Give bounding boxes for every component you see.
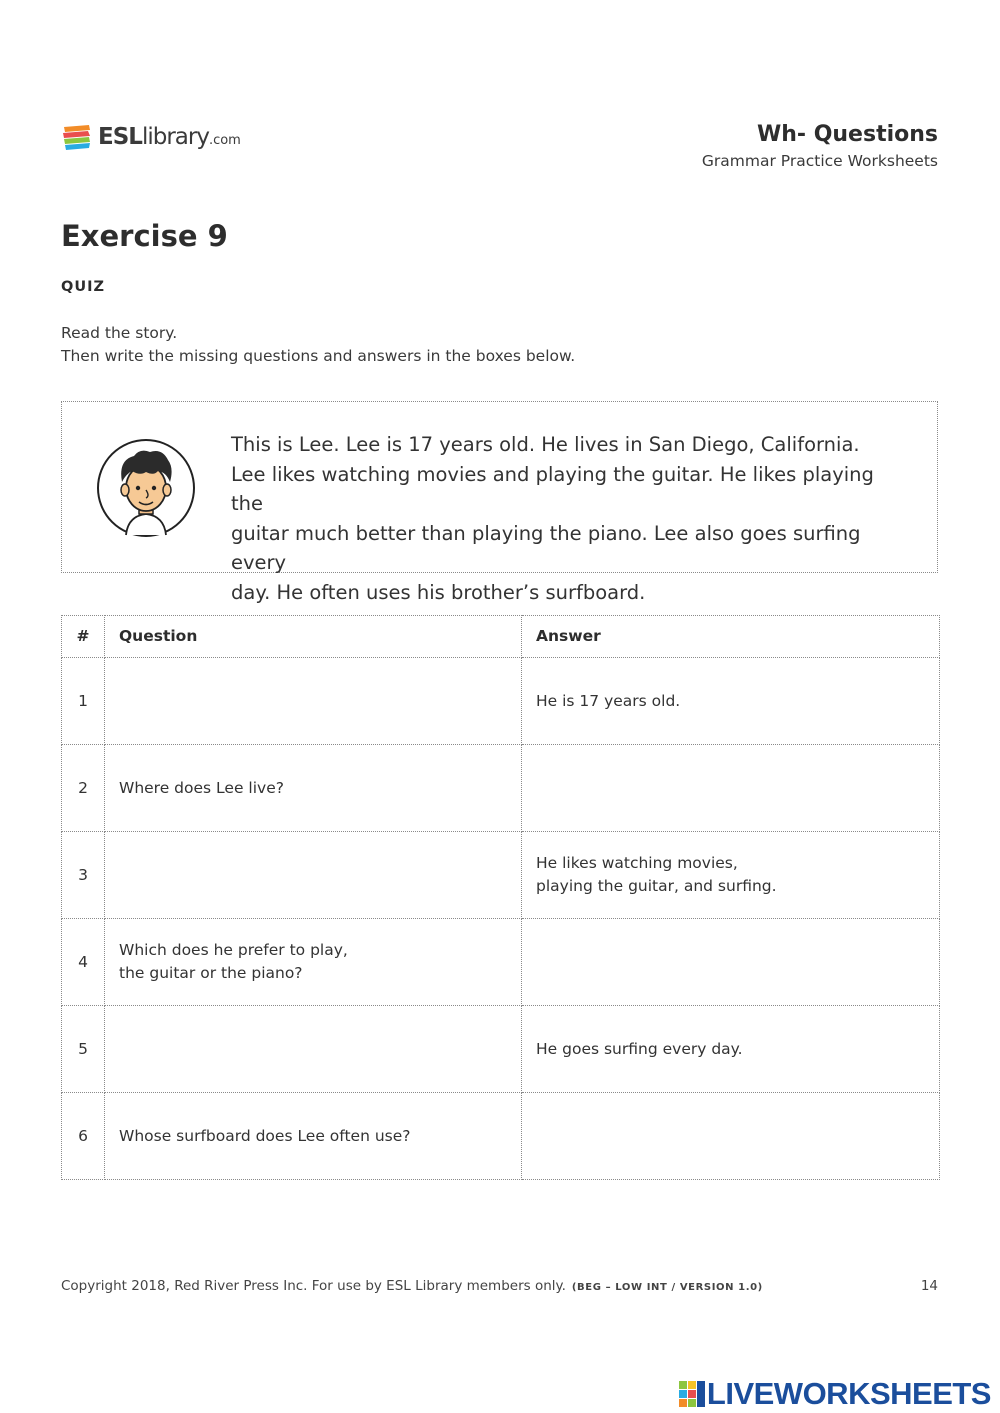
- column-header-answer: Answer: [522, 616, 940, 658]
- logo-wordmark: ESLlibrary.com: [98, 124, 241, 150]
- table-row: [62, 1006, 940, 1093]
- instruction-line: Then write the missing questions and answers in the boxes below.: [61, 347, 576, 365]
- answer-cell: He goes surfing every day.: [522, 1006, 940, 1093]
- row-number: 6: [62, 1093, 105, 1180]
- row-number: 2: [62, 745, 105, 832]
- quiz-table: [61, 615, 940, 1180]
- question-cell: Whose surfboard does Lee often use?: [105, 1093, 522, 1180]
- row-number: 5: [62, 1006, 105, 1093]
- books-icon: [62, 122, 92, 152]
- story-line: Lee likes watching movies and playing the guitar. He likes playing the: [231, 462, 874, 515]
- boy-avatar-icon: [96, 438, 196, 538]
- worksheet-subtitle: Grammar Practice Worksheets: [701, 152, 938, 170]
- answer-cell-empty[interactable]: [522, 1093, 940, 1180]
- esl-library-logo: [62, 121, 241, 153]
- answer-cell-empty[interactable]: [522, 745, 940, 832]
- column-header-number: #: [62, 616, 105, 658]
- liveworksheets-wordmark: LIVEWORKSHEETS: [706, 1376, 991, 1411]
- exercise-title: Exercise 9: [61, 219, 228, 253]
- table-row: [62, 1093, 940, 1180]
- column-header-question: Question: [105, 616, 522, 658]
- table-row: [62, 832, 940, 919]
- question-cell-empty[interactable]: [105, 658, 522, 745]
- story-line: day. He often uses his brother’s surfboard.: [231, 580, 646, 604]
- answer-cell-empty[interactable]: [522, 919, 940, 1006]
- table-row: [62, 745, 940, 832]
- question-cell-empty[interactable]: [105, 832, 522, 919]
- row-number: 4: [62, 919, 105, 1006]
- answer-cell: He is 17 years old.: [522, 658, 940, 745]
- exercise-type: QUIZ: [61, 279, 106, 295]
- question-cell-empty[interactable]: [105, 1006, 522, 1093]
- copyright-notice: Copyright 2018, Red River Press Inc. For use by ESL Library members only. (BEG – LOW INT / VERSION 1.0): [61, 1278, 763, 1294]
- instruction-line: Read the story.: [61, 324, 178, 342]
- story-line: This is Lee. Lee is 17 years old. He lives in San Diego, California.: [231, 433, 860, 456]
- liveworksheets-logo: [679, 1376, 991, 1412]
- worksheet-title: Wh- Questions: [756, 122, 938, 147]
- question-cell: Where does Lee live?: [105, 745, 522, 832]
- table-row: [62, 919, 940, 1006]
- version-label: (BEG – LOW INT / VERSION 1.0): [571, 1282, 763, 1293]
- table-row: [62, 658, 940, 745]
- liveworksheets-blocks-icon: [679, 1381, 705, 1407]
- story-line: guitar much better than playing the piano. Lee also goes surfing every: [231, 521, 861, 574]
- page-number: 14: [920, 1278, 938, 1294]
- answer-cell: He likes watching movies, playing the guitar, and surfing.: [522, 832, 940, 919]
- table-header-row: [62, 616, 940, 658]
- question-cell: Which does he prefer to play, the guitar or the piano?: [105, 919, 522, 1006]
- story-text: [231, 430, 911, 607]
- row-number: 1: [62, 658, 105, 745]
- row-number: 3: [62, 832, 105, 919]
